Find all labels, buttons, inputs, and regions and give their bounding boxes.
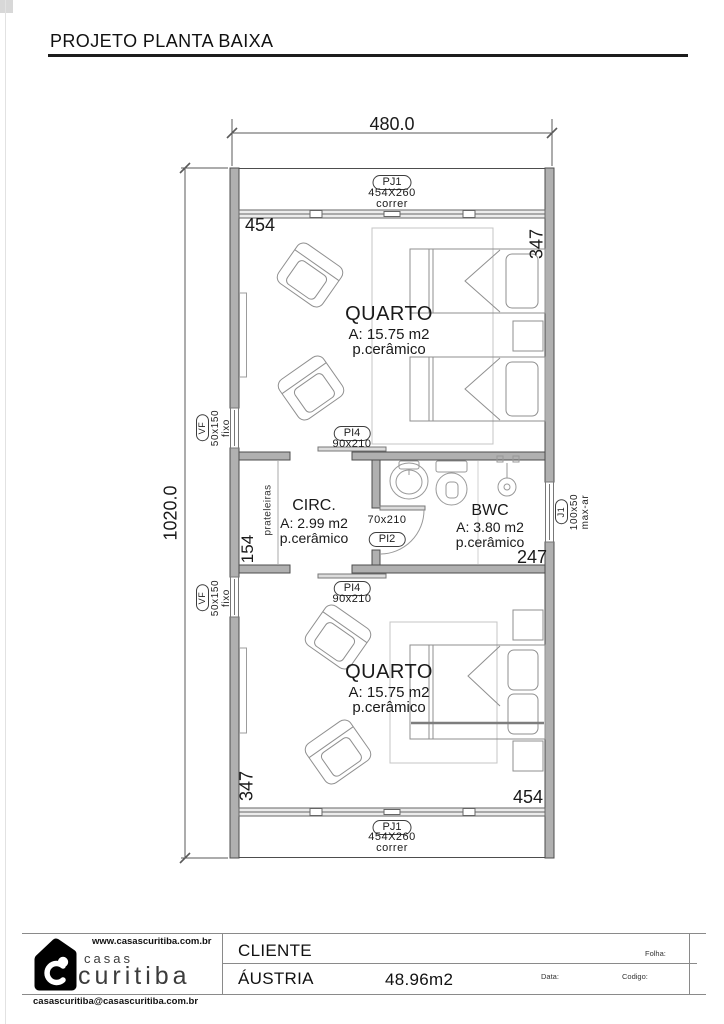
pi4-bottom-tag: PI4 [334, 581, 371, 596]
folha-label: Folha: [645, 949, 666, 958]
j1-size: 100x50 [569, 493, 580, 531]
pj1-top-tag: PJ1 [373, 175, 412, 190]
client-label: CLIENTE [238, 941, 312, 960]
brand-logo-icon [39, 943, 72, 986]
quarto-top-dim-height: 347 [526, 228, 547, 260]
nightstand [513, 741, 543, 771]
sliding-door-bottom [239, 808, 545, 816]
armchair [275, 353, 347, 423]
pi4-bottom-size: 90x210 [332, 593, 372, 605]
shower [497, 456, 519, 496]
label-j1 [555, 494, 591, 530]
bwc-area: A: 3.80 m2 [456, 519, 524, 535]
circ-shelf-label: prateleiras [262, 484, 274, 536]
total-area: 48.96m2 [385, 970, 454, 989]
label-vf-bottom [196, 580, 232, 616]
vf-top-tag: VF [196, 415, 209, 442]
brand-name-line1: casas [84, 951, 133, 966]
brand-email: casascuritiba@casascuritiba.com.br [33, 996, 199, 1007]
quarto-bottom-name: QUARTO [345, 661, 433, 683]
label-vf-top [196, 410, 232, 446]
pi2-tag: PI2 [369, 532, 406, 547]
pj1-top-type: correr [376, 198, 408, 210]
pj1-bottom-type: correr [376, 842, 408, 854]
pj1-bottom-size: 454X260 [368, 831, 416, 843]
window-j1 [546, 482, 554, 542]
nightstand [513, 321, 543, 351]
dim-total-width: 480.0 [369, 114, 415, 134]
armchair [274, 240, 346, 310]
vf-bottom-type: fixo [221, 589, 232, 607]
pj1-bottom-tag: PJ1 [373, 820, 412, 835]
quarto-top-name: QUARTO [345, 303, 433, 325]
quarto-top-dim-width: 454 [245, 215, 276, 235]
vf-bottom-tag: VF [196, 585, 209, 612]
j1-tag: J1 [555, 500, 568, 525]
circ-name: CIRC. [292, 497, 336, 514]
nightstand [513, 610, 543, 640]
circ-floor: p.cerâmico [279, 530, 349, 546]
codigo-label: Codigo: [622, 972, 648, 981]
bwc-name: BWC [471, 502, 509, 519]
quarto-bottom-floor: p.cerâmico [352, 699, 426, 716]
toilet [436, 461, 467, 505]
quarto-bottom-area: A: 15.75 m2 [348, 684, 430, 701]
vf-top-size: 50x150 [210, 409, 221, 447]
dim-total-height: 1020.0 [160, 485, 181, 541]
quarto-top-floor: p.cerâmico [352, 341, 426, 358]
j1-type: max-ar [580, 494, 591, 530]
brand-website: www.casascuritiba.com.br [92, 936, 212, 947]
quarto-bottom-dim-height: 347 [236, 770, 257, 802]
pi2-size: 70x210 [367, 514, 407, 526]
sink [390, 461, 428, 499]
bwc-floor: p.cerâmico [455, 534, 525, 550]
armchair [302, 717, 374, 787]
pj1-top-size: 454X260 [368, 187, 416, 199]
bwc-dim-width: 247 [517, 547, 548, 567]
sliding-door-top [239, 210, 545, 218]
pi4-top-tag: PI4 [334, 426, 371, 441]
page-title: PROJETO PLANTA BAIXA [50, 31, 274, 51]
circ-area: A: 2.99 m2 [280, 515, 348, 531]
brand-name-line2: curitiba [78, 962, 191, 990]
client-name: ÁUSTRIA [238, 969, 314, 988]
label-pi2 [369, 529, 406, 547]
bed-double [410, 645, 545, 739]
circ-dim-height: 154 [238, 534, 257, 564]
vf-top-type: fixo [221, 419, 232, 437]
vf-bottom-size: 50x150 [210, 579, 221, 617]
bed-single-2 [410, 357, 545, 421]
quarto-top-area: A: 15.75 m2 [348, 326, 430, 343]
quarto-bottom-dim-width: 454 [513, 787, 544, 807]
pi4-top-size: 90x210 [332, 438, 372, 450]
data-label: Data: [541, 972, 559, 981]
